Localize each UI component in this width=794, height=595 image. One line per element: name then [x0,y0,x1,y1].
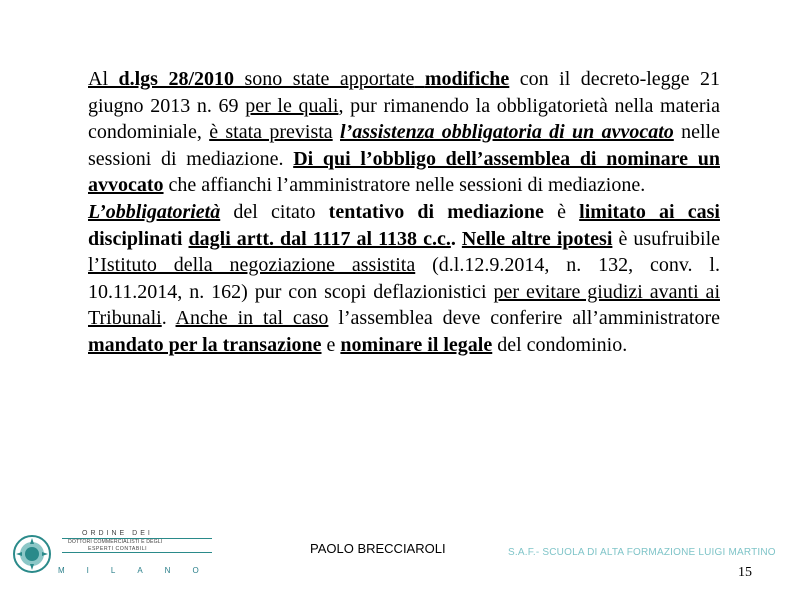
text-run: per evitare giudizi avanti ai Tribunali [88,280,720,330]
text-run: sono state apportate [244,68,415,90]
text-run [234,68,245,90]
text-run: è [543,200,580,223]
text-run: è stata prevista [209,121,333,144]
text-run: modifiche [424,68,510,90]
text-run: l’Istituto della negoziazione assistita [88,254,416,277]
logo-title: ORDINE DEI [82,530,153,537]
text-run: del condominio. [492,333,628,356]
order-logo [12,530,221,586]
text-run: tentativo di mediazione [328,200,544,223]
text-run: limitato ai casi [579,200,720,223]
footer-author: PAOLO BRECCIAROLI [310,541,446,556]
footer-school: S.A.F.- SCUOLA DI ALTA FORMAZIONE LUIGI MARTINO [508,547,776,558]
body-text [88,66,720,359]
text-run: l’assemblea deve conferire all’amministratore [328,307,720,330]
text-run: per le quali [245,94,339,117]
logo-subtitle: DOTTORI COMMERCIALISTI E DEGLI [68,539,163,545]
logo-city: MILANO [58,566,221,575]
text-run: (d.l.12.9.2014, n. 132, conv. l. 10.11.2014, n. 162) pur con scopi deflazionistici [88,254,720,303]
text-run: nelle sessioni di mediazione. [88,121,720,170]
text-run: mandato per la transazione [88,333,322,356]
text-run: l’assistenza obbligatoria di un avvocato [340,121,674,144]
text-run: Al [88,68,108,90]
page-number: 15 [738,565,752,580]
text-run: nominare il legale [340,333,493,356]
logo-subtitle-2: ESPERTI CONTABILI [88,546,148,552]
text-run [333,121,340,143]
text-run: d.lgs 28/2010 [118,68,235,90]
text-run: e [321,333,341,356]
text-run [108,68,119,90]
text-run: , pur rimanendo la obbligatorietà nella materia condominiale, [88,94,720,144]
text-run: che affianchi l’amministratore nelle sessioni di mediazione. [163,174,646,197]
text-run: Anche in tal caso [175,307,329,330]
logo-divider [62,552,212,553]
text-run: è usufruibile [612,227,720,250]
text-run: Di qui l’obbligo dell’assemblea di nominare un avvocato [88,147,720,197]
text-run [414,68,425,90]
paragraph-reform [88,66,720,199]
text-run: L’obbligatorietà [88,200,221,223]
order-emblem-icon [12,534,52,574]
text-run: dagli artt. dal 1117 al 1138 c.c. [188,227,451,250]
text-run: disciplinati [88,227,189,250]
paragraph-scope [88,199,720,359]
text-run: Nelle altre ipotesi [461,227,613,250]
text-run: del citato [220,200,329,223]
text-run: . [450,227,462,250]
text-run: . [161,307,176,330]
text-run: con il decreto-legge 21 giugno 2013 n. 69 [88,68,721,117]
